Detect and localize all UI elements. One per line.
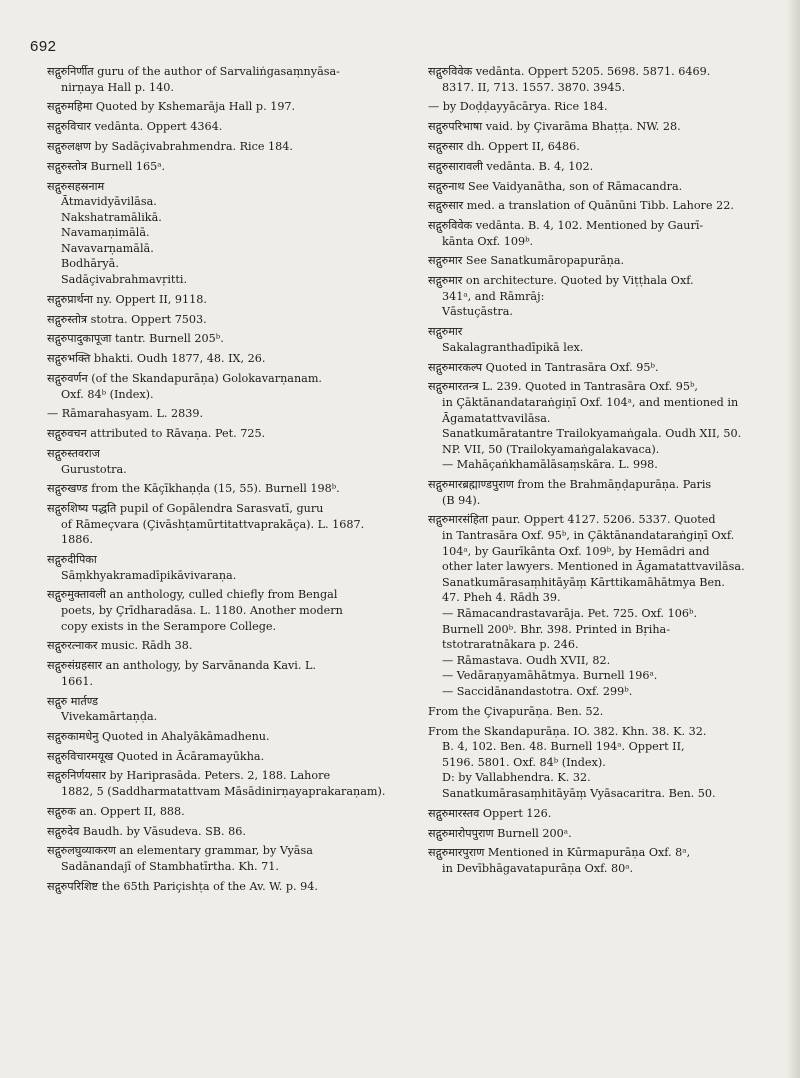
entry-headline: सद्गुरुस्तवराज	[47, 446, 100, 460]
dictionary-entry	[428, 99, 773, 115]
entry-headline: सद्गुरुनाथ See Vaidyanātha, son of Rāmacandra.	[428, 179, 683, 193]
dictionary-entry	[47, 351, 392, 367]
entry-continuation-line: Ātmavidyāvilāsa.	[61, 195, 157, 209]
entry-continuation-line: Gurustotra.	[61, 462, 127, 476]
entry-continuation-line: Vāstuçāstra.	[442, 305, 513, 319]
dictionary-entry	[428, 179, 773, 195]
entry-continuation-line: — Mahāçaṅkhamālāsaṃskāra. L. 998.	[442, 458, 658, 472]
entry-headline: सद्गुरुमारकल्प Quoted in Tantrasāra Oxf. 95ᵇ.	[428, 360, 659, 374]
entry-continuation-line: 8317. II, 713. 1557. 3870. 3945.	[442, 80, 626, 94]
dictionary-entry	[47, 694, 392, 725]
entry-continuation-line: Sanatkumārasaṃhitāyāṃ Kārttikamāhātmya Ben.	[442, 575, 725, 589]
entry-continuation-line: Sanatkumāratantre Trailokyamaṅgala. Oudh XII, 50.	[442, 427, 742, 441]
entry-continuation-line: Oxf. 84ᵇ (Index).	[61, 387, 154, 401]
entry-headline: From the Çivapurāṇa. Ben. 52.	[428, 704, 604, 718]
dictionary-entry	[47, 446, 392, 477]
entry-continuation-line: — Rāmastava. Oudh XVII, 82.	[442, 653, 611, 667]
entry-headline: सद्गुरुपरिशिष्ट the 65th Pariçishṭa of the Av. W. p. 94.	[47, 879, 318, 893]
entry-headline: सद्गुरुक an. Oppert II, 888.	[47, 804, 185, 818]
dictionary-entry	[47, 481, 392, 497]
entry-continuation-line: Navamaṇimālā.	[61, 226, 150, 240]
dictionary-entry	[47, 64, 392, 95]
entry-continuation-line: D: by Vallabhendra. K. 32.	[442, 771, 591, 785]
entry-continuation-line: Sāṃkhyakramadīpikāvivaraṇa.	[61, 568, 237, 582]
entry-continuation-line: in Tantrasāra Oxf. 95ᵇ, in Çāktānandataraṅgiṇī Oxf.	[442, 529, 735, 543]
entry-continuation-line: B. 4, 102. Ben. 48. Burnell 194ᵃ. Oppert II,	[442, 740, 685, 754]
entry-headline: सद्गुरुवचन attributed to Rāvaṇa. Pet. 725.	[47, 427, 266, 441]
entry-continuation-line: 1882, 5 (Saddharmatattvam Māsādinirṇayaprakaraṇam).	[61, 785, 386, 799]
left-column	[47, 64, 392, 899]
entry-continuation-line: Bodhāryā.	[61, 257, 119, 271]
page-number: 692	[30, 38, 57, 55]
entry-headline: सद्गुरुस्तोत्र Burnell 165ᵃ.	[47, 159, 166, 173]
dictionary-entry	[47, 179, 392, 288]
entry-headline: सद्गुरुस्तोत्र stotra. Oppert 7503.	[47, 312, 207, 326]
dictionary-entry	[428, 218, 773, 249]
entry-headline: सद्गुरुविचार vedānta. Oppert 4364.	[47, 120, 223, 134]
right-column	[428, 64, 773, 881]
dictionary-entry	[428, 704, 773, 720]
entry-headline: सद्गुरुप्रार्थना ny. Oppert II, 9118.	[47, 292, 207, 306]
dictionary-entry	[47, 804, 392, 820]
dictionary-entry	[428, 845, 773, 876]
entry-headline: सद्गुरुपादुकापूजा tantr. Burnell 205ᵇ.	[47, 332, 224, 346]
entry-headline: सद्गुरुलघुव्याकरण an elementary grammar, by Vyāsa	[47, 844, 313, 858]
dictionary-entry	[47, 638, 392, 654]
entry-continuation-line: 104ᵃ, by Gaurīkānta Oxf. 109ᵇ, by Hemādri and	[442, 544, 710, 558]
entry-headline: सद्गुरुविचारमयूख Quoted in Ācāramayūkha.	[47, 749, 265, 763]
entry-headline: सद्गुरुकामधेनु Quoted in Ahalyākāmadhenu.	[47, 729, 270, 743]
dictionary-entry	[47, 552, 392, 583]
dictionary-entry	[47, 139, 392, 155]
entry-headline: सद्गुरुमार	[428, 325, 463, 339]
entry-continuation-line: nirṇaya Hall p. 140.	[61, 80, 174, 94]
entry-continuation-line: NP. VII, 50 (Trailokyamaṅgalakavaca).	[442, 442, 660, 456]
entry-headline: सद्गुरुशिष्य पद्धति pupil of Gopālendra Sarasvatī, guru	[47, 502, 324, 516]
dictionary-entry	[428, 64, 773, 95]
dictionary-entry	[47, 292, 392, 308]
entry-continuation-line: kānta Oxf. 109ᵇ.	[442, 234, 534, 248]
dictionary-entry	[428, 198, 773, 214]
dictionary-entry	[47, 729, 392, 745]
entry-headline: From the Skandapurāṇa. IO. 382. Khn. 38. K. 32.	[428, 724, 707, 738]
entry-headline: सद्गुरुसार dh. Oppert II, 6486.	[428, 139, 580, 153]
entry-continuation-line: copy exists in the Serampore College.	[61, 619, 277, 633]
entry-headline: — by Doḍḍayyācārya. Rice 184.	[428, 100, 608, 114]
dictionary-entry	[47, 331, 392, 347]
entry-continuation-line: Navavarṇamālā.	[61, 241, 154, 255]
entry-continuation-line: of Rāmeçvara (Çivāshṭamūrtitattvaprakāça). L. 1687.	[61, 517, 365, 531]
dictionary-entry	[428, 159, 773, 175]
dictionary-entry	[47, 312, 392, 328]
entry-continuation-line: Āgamatattvavilāsa.	[442, 411, 551, 425]
dictionary-entry	[47, 658, 392, 689]
entry-headline: सद्गुरुलक्षण by Sadāçivabrahmendra. Rice 184.	[47, 139, 293, 153]
dictionary-entry	[428, 273, 773, 320]
entry-continuation-line: tstotraratnākara p. 246.	[442, 638, 579, 652]
dictionary-entry	[47, 371, 392, 402]
entry-headline: सद्गुरुसंग्रहसार an anthology, by Sarvānanda Kavi. L.	[47, 659, 316, 673]
entry-headline: सद्गुरुखण्ड from the Kāçīkhaṇḍa (15, 55). Burnell 198ᵇ.	[47, 482, 340, 496]
entry-continuation-line: — Vedāraṇyamāhātmya. Burnell 196ᵃ.	[442, 669, 658, 683]
dictionary-entry	[47, 159, 392, 175]
entry-headline: सद्गुरुविवेक vedānta. B. 4, 102. Mentioned by Gaurī-	[428, 219, 704, 233]
entry-headline: सद्गुरुवर्णन (of the Skandapurāṇa) Golokavarṇanam.	[47, 371, 322, 385]
dictionary-entry	[428, 379, 773, 473]
dictionary-entry	[428, 724, 773, 802]
entry-continuation-line: in Devībhāgavatapurāṇa Oxf. 80ᵃ.	[442, 861, 634, 875]
entry-headline: सद्गुरुमारतन्त्र L. 239. Quoted in Tantrasāra Oxf. 95ᵇ,	[428, 380, 698, 394]
dictionary-entry	[428, 477, 773, 508]
dictionary-entry	[428, 512, 773, 699]
entry-headline: सद्गुरुमुक्तावली an anthology, culled chiefly from Bengal	[47, 588, 338, 602]
dictionary-entry	[428, 826, 773, 842]
entry-continuation-line: 5196. 5801. Oxf. 84ᵇ (Index).	[442, 755, 606, 769]
entry-continuation-line: Nakshatramālikā.	[61, 210, 162, 224]
page-edge-shadow	[786, 0, 800, 1078]
entry-headline: सद्गुरुपरिभाषा vaid. by Çivarāma Bhaṭṭa. NW. 28.	[428, 120, 681, 134]
entry-headline: सद्गुरु मार्तण्ड	[47, 694, 99, 708]
dictionary-entry	[47, 501, 392, 548]
dictionary-entry	[47, 99, 392, 115]
dictionary-entry	[428, 253, 773, 269]
entry-headline: सद्गुरुदीपिका	[47, 553, 97, 567]
entry-continuation-line: — Saccidānandastotra. Oxf. 299ᵇ.	[442, 685, 633, 698]
entry-headline: सद्गुरुमार on architecture. Quoted by Viṭṭhala Oxf.	[428, 274, 694, 288]
dictionary-entry	[47, 824, 392, 840]
entry-headline: सद्गुरुमारब्रह्माण्डपुराण from the Brahmāṇḍapurāṇa. Paris	[428, 478, 712, 492]
dictionary-entry	[47, 406, 392, 422]
dictionary-entry	[47, 843, 392, 874]
dictionary-entry	[47, 749, 392, 765]
entry-continuation-line: Sakalagranthadīpikā lex.	[442, 340, 584, 354]
dictionary-entry	[428, 806, 773, 822]
dictionary-entry	[47, 587, 392, 634]
entry-continuation-line: Vivekamārtaṇḍa.	[61, 710, 158, 724]
entry-continuation-line: Sadānandajī of Stambhatīrtha. Kh. 71.	[61, 860, 279, 873]
entry-continuation-line: in Çāktānandataraṅgiṇī Oxf. 104ᵃ, and mentioned in	[442, 395, 739, 409]
entry-continuation-line: Sadāçivabrahmavṛitti.	[61, 273, 188, 287]
entry-headline: सद्गुरुसारावली vedānta. B. 4, 102.	[428, 159, 594, 173]
entry-headline: सद्गुरुमारोपपुराण Burnell 200ᵃ.	[428, 826, 572, 840]
entry-headline: सद्गुरुमहिमा Quoted by Kshemarāja Hall p. 197.	[47, 100, 296, 114]
dictionary-entry	[428, 324, 773, 355]
entry-headline: सद्गुरुमार See Sanatkumāropapurāṇa.	[428, 254, 625, 268]
entry-continuation-line: other later lawyers. Mentioned in Āgamatattvavilāsa.	[442, 560, 745, 574]
entry-headline: सद्गुरुनिर्णीत guru of the author of Sarvaliṅgasaṃnyāsa-	[47, 65, 340, 78]
entry-continuation-line: poets, by Çrīdharadāsa. L. 1180. Another modern	[61, 604, 343, 617]
dictionary-entry	[47, 768, 392, 799]
dictionary-entry	[47, 879, 392, 895]
entry-headline: सद्गुरुदेव Baudh. by Vāsudeva. SB. 86.	[47, 824, 246, 838]
entry-headline: सद्गुरुमारस्तव Oppert 126.	[428, 806, 552, 820]
entry-continuation-line: 47. Pheh 4. Rādh 39.	[442, 591, 561, 605]
entry-headline: सद्गुरुसार med. a translation of Quānūni Tibb. Lahore 22.	[428, 199, 734, 213]
entry-headline: सद्गुरुमारपुराण Mentioned in Kūrmapurāṇa Oxf. 8ᵃ,	[428, 846, 691, 860]
entry-continuation-line: Burnell 200ᵇ. Bhr. 398. Printed in Bṛiha-	[442, 622, 671, 636]
entry-continuation-line: (B 94).	[442, 493, 481, 507]
entry-headline: सद्गुरुभक्ति bhakti. Oudh 1877, 48. IX, 26.	[47, 352, 266, 366]
entry-continuation-line: — Rāmacandrastavarāja. Pet. 725. Oxf. 106ᵇ.	[442, 607, 698, 621]
dictionary-entry	[428, 119, 773, 135]
entry-continuation-line: Sanatkumārasaṃhitāyāṃ Vyāsacaritra. Ben. 50.	[442, 786, 716, 800]
entry-headline: सद्गुरुविवेक vedānta. Oppert 5205. 5698. 5871. 6469.	[428, 65, 711, 78]
entry-headline: सद्गुरुमारसंहिता paur. Oppert 4127. 5206. 5337. Quoted	[428, 513, 716, 527]
entry-headline: — Rāmarahasyam. L. 2839.	[47, 407, 204, 421]
entry-continuation-line: 1661.	[61, 674, 94, 688]
dictionary-entry	[428, 139, 773, 155]
entry-headline: सद्गुरुसहस्रनाम	[47, 179, 105, 193]
dictionary-entry	[47, 426, 392, 442]
entry-headline: सद्गुरुनिर्णयसार by Hariprasāda. Peters. 2, 188. Lahore	[47, 769, 331, 783]
dictionary-entry	[47, 119, 392, 135]
entry-headline: सद्गुरुरत्नाकर music. Rādh 38.	[47, 639, 193, 653]
dictionary-entry	[428, 360, 773, 376]
entry-continuation-line: 341ᵃ, and Rāmrāj:	[442, 289, 545, 303]
entry-continuation-line: 1886.	[61, 533, 94, 547]
